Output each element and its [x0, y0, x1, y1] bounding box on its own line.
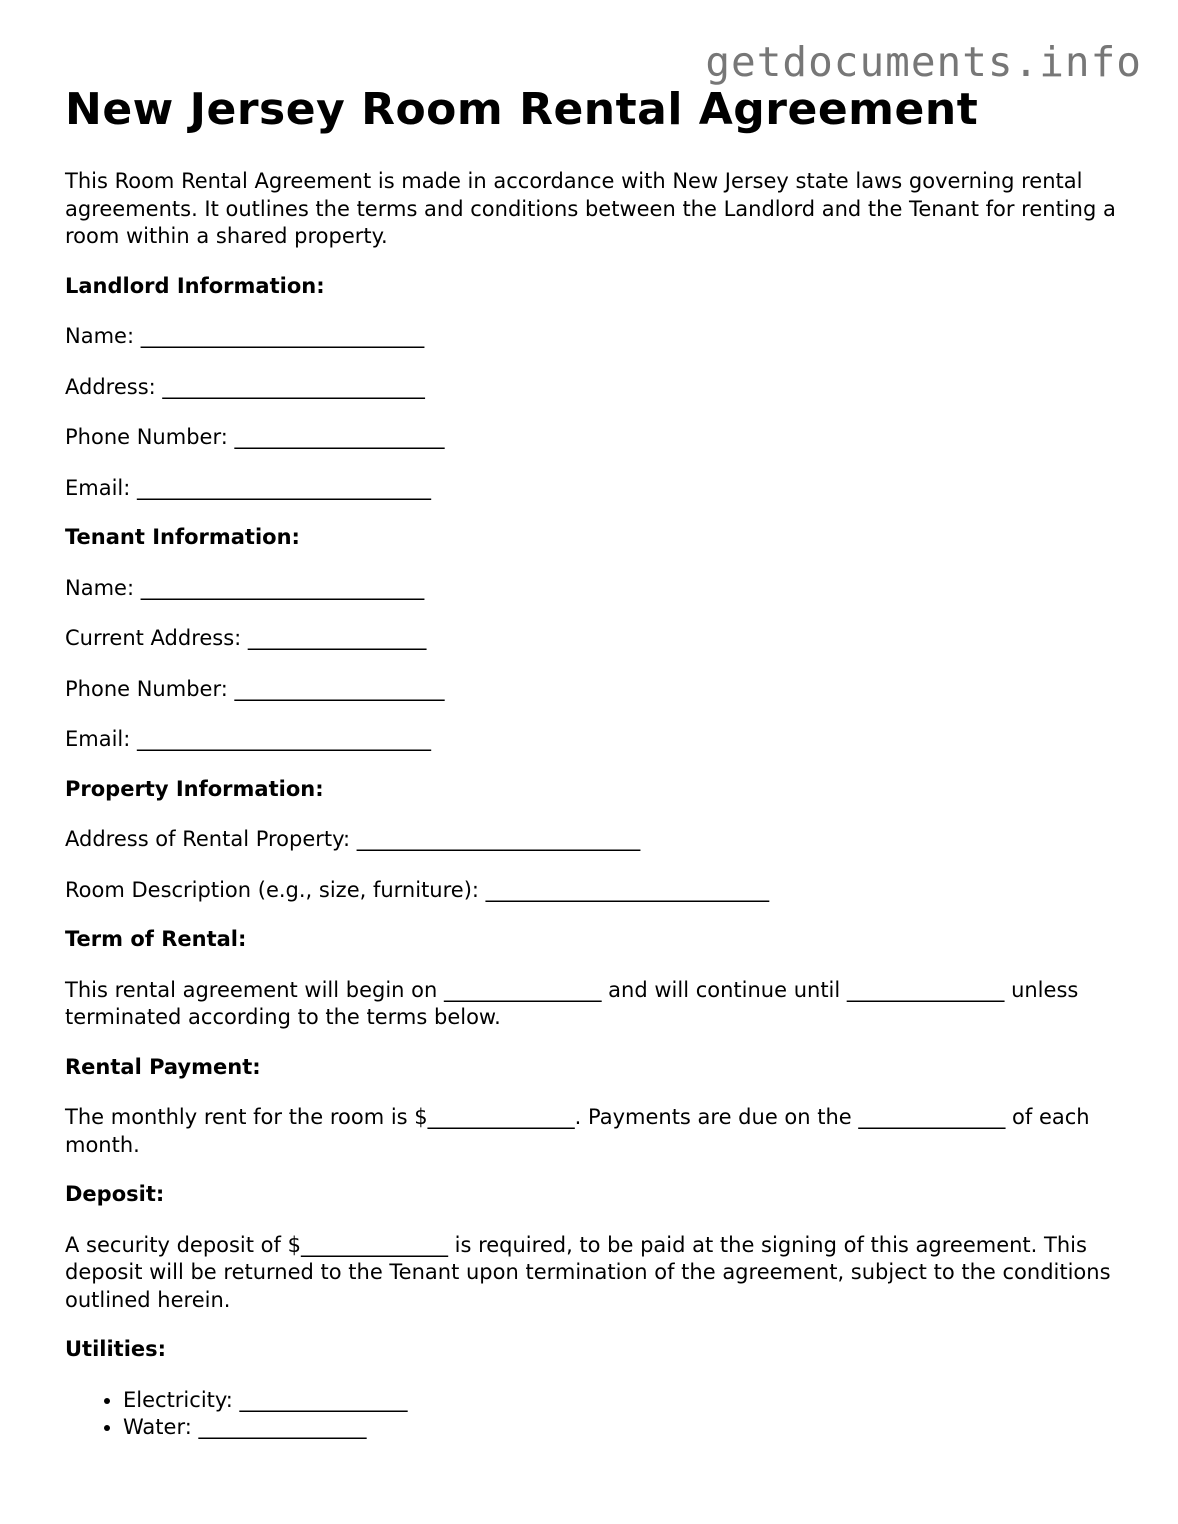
document-page: [65, 82, 1125, 1442]
landlord-address-field[interactable]: Address: _________________________: [65, 374, 425, 399]
deposit-paragraph[interactable]: A security deposit of $______________ is required, to be paid at the signing of this agreement. This deposit will be returned to the Tenant upon termination of the agreement, subject to the conditions outlined herein.: [65, 1232, 1111, 1312]
deposit-heading: Deposit:: [65, 1182, 165, 1206]
tenant-heading: Tenant Information:: [65, 525, 300, 549]
landlord-heading: Landlord Information:: [65, 273, 325, 298]
property-address-field[interactable]: Address of Rental Property: ___________________________: [65, 827, 641, 851]
term-paragraph[interactable]: This rental agreement will begin on _______________ and will continue until _______________ unless terminated according to the terms below.: [65, 977, 1079, 1029]
utilities-heading: Utilities:: [65, 1337, 167, 1361]
term-heading: Term of Rental:: [65, 927, 247, 951]
property-heading: Property Information:: [65, 776, 324, 801]
tenant-email-field[interactable]: Email: ____________________________: [65, 727, 432, 751]
tenant-current-address-field[interactable]: Current Address: _________________: [65, 626, 427, 650]
landlord-email-field[interactable]: Email: ____________________________: [65, 475, 432, 500]
watermark: getdocuments.info: [705, 38, 1142, 86]
tenant-name-field[interactable]: Name: ___________________________: [65, 575, 425, 600]
document-title: New Jersey Room Rental Agreement: [65, 84, 979, 135]
tenant-phone-field[interactable]: Phone Number: ____________________: [65, 676, 445, 701]
room-description-field[interactable]: Room Description (e.g., size, furniture): ___________________________: [65, 877, 770, 902]
landlord-name-field[interactable]: Name: ___________________________: [65, 324, 425, 348]
utilities-list: [65, 1387, 1125, 1442]
intro-paragraph: This Room Rental Agreement is made in accordance with New Jersey state laws governing rental agreements. It outlines the terms and conditions between the Landlord and the Tenant for renting a room within a shared property.: [65, 169, 1116, 248]
payment-heading: Rental Payment:: [65, 1054, 261, 1079]
utility-water-field[interactable]: • Water: ________________: [123, 1414, 1125, 1442]
payment-paragraph[interactable]: The monthly rent for the room is $______________. Payments are due on the ______________ of each month.: [65, 1105, 1090, 1157]
landlord-phone-field[interactable]: Phone Number: ____________________: [65, 425, 445, 449]
utility-electricity-field[interactable]: • Electricity: ________________: [123, 1387, 1125, 1415]
